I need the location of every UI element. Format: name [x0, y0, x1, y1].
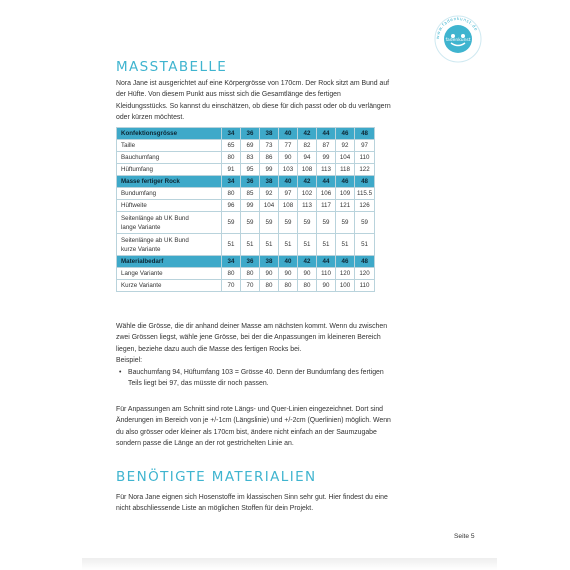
row-label: Lange Variante — [117, 268, 222, 280]
table-section-title: Konfektionsgrösse — [117, 128, 222, 140]
table-size-header: 42 — [298, 128, 317, 140]
table-row — [117, 164, 375, 176]
table-size-header: 36 — [241, 256, 260, 268]
table-cell: 59 — [279, 212, 298, 234]
table-cell: 51 — [355, 234, 375, 256]
table-cell: 113 — [298, 200, 317, 212]
table-cell: 97 — [279, 188, 298, 200]
table-row — [117, 188, 375, 200]
table-cell: 59 — [241, 212, 260, 234]
table-cell: 51 — [279, 234, 298, 256]
table-size-header: 40 — [279, 128, 298, 140]
table-cell: 59 — [317, 212, 336, 234]
table-size-header: 34 — [222, 128, 241, 140]
table-cell: 51 — [336, 234, 355, 256]
table-cell: 65 — [222, 140, 241, 152]
table-cell: 51 — [298, 234, 317, 256]
table-cell: 100 — [336, 280, 355, 292]
table-cell: 59 — [298, 212, 317, 234]
table-cell: 90 — [279, 152, 298, 164]
table-cell: 92 — [260, 188, 279, 200]
table-cell: 108 — [298, 164, 317, 176]
table-cell: 126 — [355, 200, 375, 212]
table-cell: 92 — [336, 140, 355, 152]
table-cell: 83 — [241, 152, 260, 164]
table-cell: 117 — [317, 200, 336, 212]
table-cell: 110 — [317, 268, 336, 280]
row-label: Hüftumfang — [117, 164, 222, 176]
table-cell: 104 — [260, 200, 279, 212]
table-cell: 110 — [355, 152, 375, 164]
choose-size-paragraph: Wähle die Grösse, die dir anhand deiner Masse am nächsten kommt. Wenn du zwischen zwei Grössen liegst, wähle jene Grösse, bei der die Anpassungen im kleineren Bereich liegen, beziehe dazu auch die Masse des fertigen Rocks bei. Beispiel: — [116, 323, 388, 365]
table-size-header: 44 — [317, 128, 336, 140]
table-cell: 94 — [298, 152, 317, 164]
table-cell: 80 — [222, 188, 241, 200]
row-label: Kurze Variante — [117, 280, 222, 292]
table-cell: 85 — [241, 188, 260, 200]
table-cell: 80 — [241, 268, 260, 280]
table-cell: 104 — [336, 152, 355, 164]
table-cell: 102 — [298, 188, 317, 200]
table-size-header: 40 — [279, 256, 298, 268]
table-section-title: Masse fertiger Rock — [117, 176, 222, 188]
table-cell: 110 — [355, 280, 375, 292]
table-cell: 82 — [298, 140, 317, 152]
table-cell: 113 — [317, 164, 336, 176]
table-cell: 109 — [336, 188, 355, 200]
table-section-title: Materialbedarf — [117, 256, 222, 268]
table-size-header: 38 — [260, 176, 279, 188]
table-cell: 77 — [279, 140, 298, 152]
table-cell: 87 — [317, 140, 336, 152]
table-cell: 51 — [241, 234, 260, 256]
table-row — [117, 140, 375, 152]
table-size-header: 40 — [279, 176, 298, 188]
table-size-header: 48 — [355, 128, 375, 140]
table-cell: 86 — [260, 152, 279, 164]
table-cell: 80 — [279, 280, 298, 292]
table-cell: 73 — [260, 140, 279, 152]
table-cell: 51 — [222, 234, 241, 256]
table-cell: 59 — [222, 212, 241, 234]
table-size-header: 38 — [260, 256, 279, 268]
page-number: Seite 5 — [454, 533, 475, 540]
table-cell: 51 — [317, 234, 336, 256]
table-size-header: 42 — [298, 176, 317, 188]
table-size-header: 46 — [336, 256, 355, 268]
materials-paragraph: Für Nora Jane eignen sich Hosenstoffe im klassischen Sinn sehr gut. Hier findest du eine nicht abschliessende Liste an möglichen Stoffen für dein Projekt. — [116, 494, 388, 513]
row-label: Bauchumfang — [117, 152, 222, 164]
table-cell: 108 — [279, 200, 298, 212]
table-cell: 120 — [355, 268, 375, 280]
brand-logo — [433, 14, 483, 64]
table-row — [117, 200, 375, 212]
table-cell: 69 — [241, 140, 260, 152]
table-size-header: 38 — [260, 128, 279, 140]
size-table — [116, 127, 375, 292]
table-cell: 90 — [317, 280, 336, 292]
table-cell: 122 — [355, 164, 375, 176]
table-cell: 99 — [260, 164, 279, 176]
table-size-header: 36 — [241, 176, 260, 188]
table-cell: 70 — [222, 280, 241, 292]
table-cell: 99 — [317, 152, 336, 164]
table-row — [117, 234, 375, 256]
logo-center-text: fadenkunst — [445, 38, 471, 43]
example-item: • Bauchumfang 94, Hüftumfang 103 = Grösse 40. Denn der Bundumfang des fertigen Teils liegt bei 97, das müsste dir noch passen. — [116, 367, 476, 390]
table-cell: 118 — [336, 164, 355, 176]
table-size-header: 48 — [355, 176, 375, 188]
table-cell: 70 — [241, 280, 260, 292]
table-size-header: 48 — [355, 256, 375, 268]
table-row — [117, 268, 375, 280]
row-label: Seitenlänge ab UK Bund lange Variante — [117, 212, 222, 234]
section-title-masstabelle: MASSTABELLE — [116, 59, 228, 75]
table-cell: 91 — [222, 164, 241, 176]
table-cell: 97 — [355, 140, 375, 152]
table-cell: 80 — [222, 268, 241, 280]
adjustments-paragraph: Für Anpassungen am Schnitt sind rote Längs- und Quer-Linien eingezeichnet. Dort sind Änderungen im Bereich von je +/-1cm (Längslinie) und +/-2cm (Querlinien) möglich. Wenn du also grösser oder kleiner als 170cm bist, ändere nicht einfach an der Saumzugabe sondern passe die Länge an der rot gestrichelten Linie an. — [116, 406, 391, 448]
table-cell: 121 — [336, 200, 355, 212]
table-row — [117, 280, 375, 292]
table-cell: 99 — [241, 200, 260, 212]
table-size-header: 34 — [222, 176, 241, 188]
table-size-header: 42 — [298, 256, 317, 268]
table-cell: 90 — [279, 268, 298, 280]
table-row — [117, 152, 375, 164]
table-cell: 96 — [222, 200, 241, 212]
table-size-header: 34 — [222, 256, 241, 268]
intro-paragraph: Nora Jane ist ausgerichtet auf eine Körpergrösse von 170cm. Der Rock sitzt am Bund auf der Hüfte. Von diesem Punkt aus misst sich die Gesamtlänge des fertigen Kleidungsstücks. So kannst du einschätzen, ob diese für dich passt oder ob du verlängern oder kürzen möchtest. — [116, 80, 391, 122]
table-size-header: 46 — [336, 176, 355, 188]
table-cell: 90 — [298, 268, 317, 280]
table-size-header: 36 — [241, 128, 260, 140]
table-cell: 95 — [241, 164, 260, 176]
table-cell: 59 — [260, 212, 279, 234]
table-cell: 59 — [336, 212, 355, 234]
table-cell: 51 — [260, 234, 279, 256]
table-header-row — [117, 256, 375, 268]
table-cell: 59 — [355, 212, 375, 234]
table-cell: 106 — [317, 188, 336, 200]
row-label: Bundumfang — [117, 188, 222, 200]
example-list — [116, 367, 476, 390]
table-cell: 115.5 — [355, 188, 375, 200]
table-cell: 120 — [336, 268, 355, 280]
table-header-row — [117, 176, 375, 188]
table-row — [117, 212, 375, 234]
row-label: Hüftweite — [117, 200, 222, 212]
table-cell: 80 — [298, 280, 317, 292]
page-bottom-shadow — [82, 558, 497, 570]
section-title-materialien: BENÖTIGTE MATERIALIEN — [116, 469, 317, 485]
table-cell: 103 — [279, 164, 298, 176]
row-label: Seitenlänge ab UK Bund kurze Variante — [117, 234, 222, 256]
table-size-header: 44 — [317, 256, 336, 268]
table-size-header: 46 — [336, 128, 355, 140]
logo-ring-text: www.fadenkunst.de — [434, 15, 479, 40]
table-size-header: 44 — [317, 176, 336, 188]
table-cell: 80 — [260, 280, 279, 292]
row-label: Taille — [117, 140, 222, 152]
table-cell: 80 — [222, 152, 241, 164]
table-cell: 90 — [260, 268, 279, 280]
table-header-row — [117, 128, 375, 140]
